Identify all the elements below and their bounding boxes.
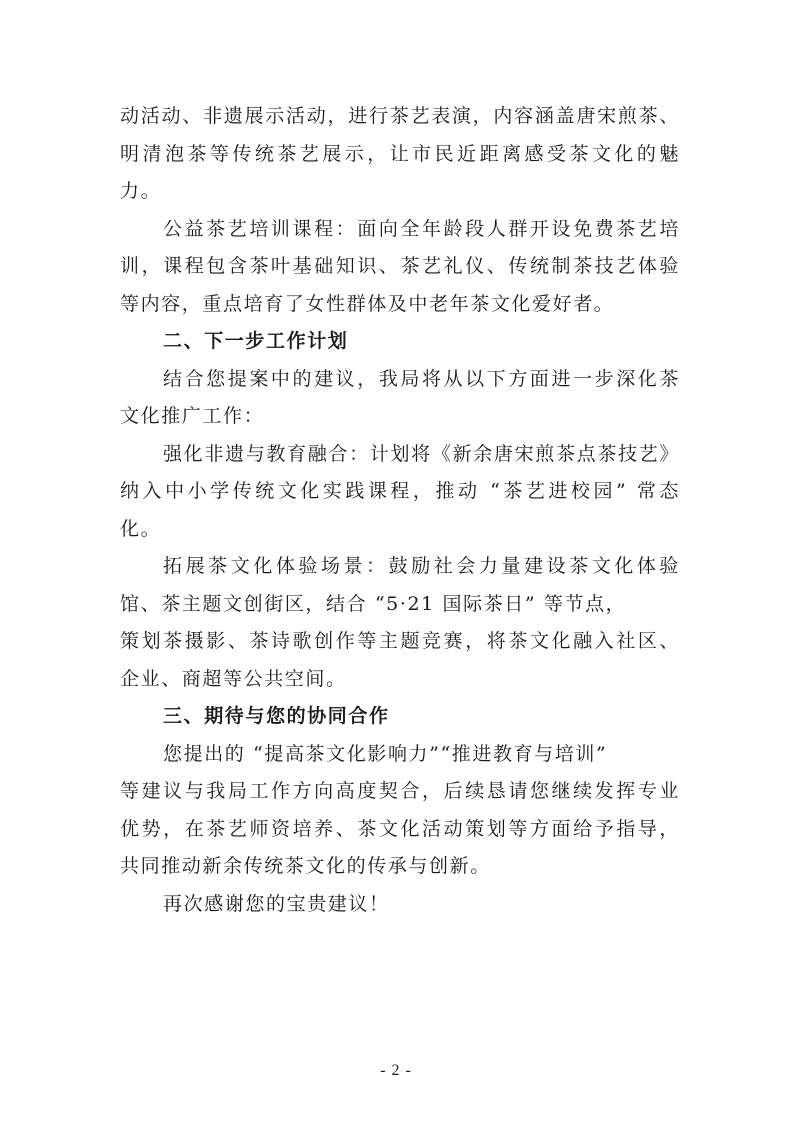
text-line: 文化推广工作： <box>120 405 265 427</box>
paragraph-start-line: 结合您提案中的建议，我局将从以下方面进一步深化茶 <box>163 367 680 390</box>
text-line: 训，课程包含茶叶基础知识、茶艺礼仪、传统制茶技艺体验 <box>120 255 680 277</box>
text-line: 化。 <box>120 517 162 540</box>
text-line: 纳入中小学传统文化实践课程，推动 “茶艺进校园” 常态 <box>120 480 680 502</box>
section-heading: 二、下一步工作计划 <box>163 330 349 352</box>
text-line: 明清泡茶等传统茶艺展示，让市民近距离感受茶文化的魅 <box>120 142 680 165</box>
section-heading: 三、期待与您的协同合作 <box>163 705 390 727</box>
paragraph-start-line: 您提出的 “提高茶文化影响力”“推进教育与培训” <box>163 742 608 765</box>
paragraph-start-line: 拓展茶文化体验场景：鼓励社会力量建设茶文化体验 <box>163 555 680 577</box>
paragraph-start-line: 公益茶艺培训课程：面向全年龄段人群开设免费茶艺培 <box>163 217 680 240</box>
text-line: 优势，在茶艺师资培养、茶文化活动策划等方面给予指导， <box>120 817 680 840</box>
text-line: 共同推动新余传统茶文化的传承与创新。 <box>120 855 491 877</box>
text-line: 动活动、非遗展示活动，进行茶艺表演，内容涵盖唐宋煎茶、 <box>120 105 680 127</box>
closing-line: 再次感谢您的宝贵建议！ <box>163 892 390 915</box>
text-line: 策划茶摄影、茶诗歌创作等主题竞赛，将茶文化融入社区、 <box>120 630 680 652</box>
paragraph-start-line: 强化非遗与教育融合：计划将《新余唐宋煎茶点茶技艺》 <box>163 442 680 465</box>
text-line: 等建议与我局工作方向高度契合，后续恳请您继续发挥专业 <box>120 780 680 802</box>
document-body <box>120 98 680 923</box>
text-line: 力。 <box>120 180 162 202</box>
text-line: 等内容，重点培育了女性群体及中老年茶文化爱好者。 <box>120 292 615 315</box>
page-number: - 2 - <box>380 1062 412 1079</box>
text-line: 馆、茶主题文创街区，结合 “5·21 国际茶日” 等节点， <box>120 592 627 615</box>
text-line: 企业、商超等公共空间。 <box>120 667 347 690</box>
